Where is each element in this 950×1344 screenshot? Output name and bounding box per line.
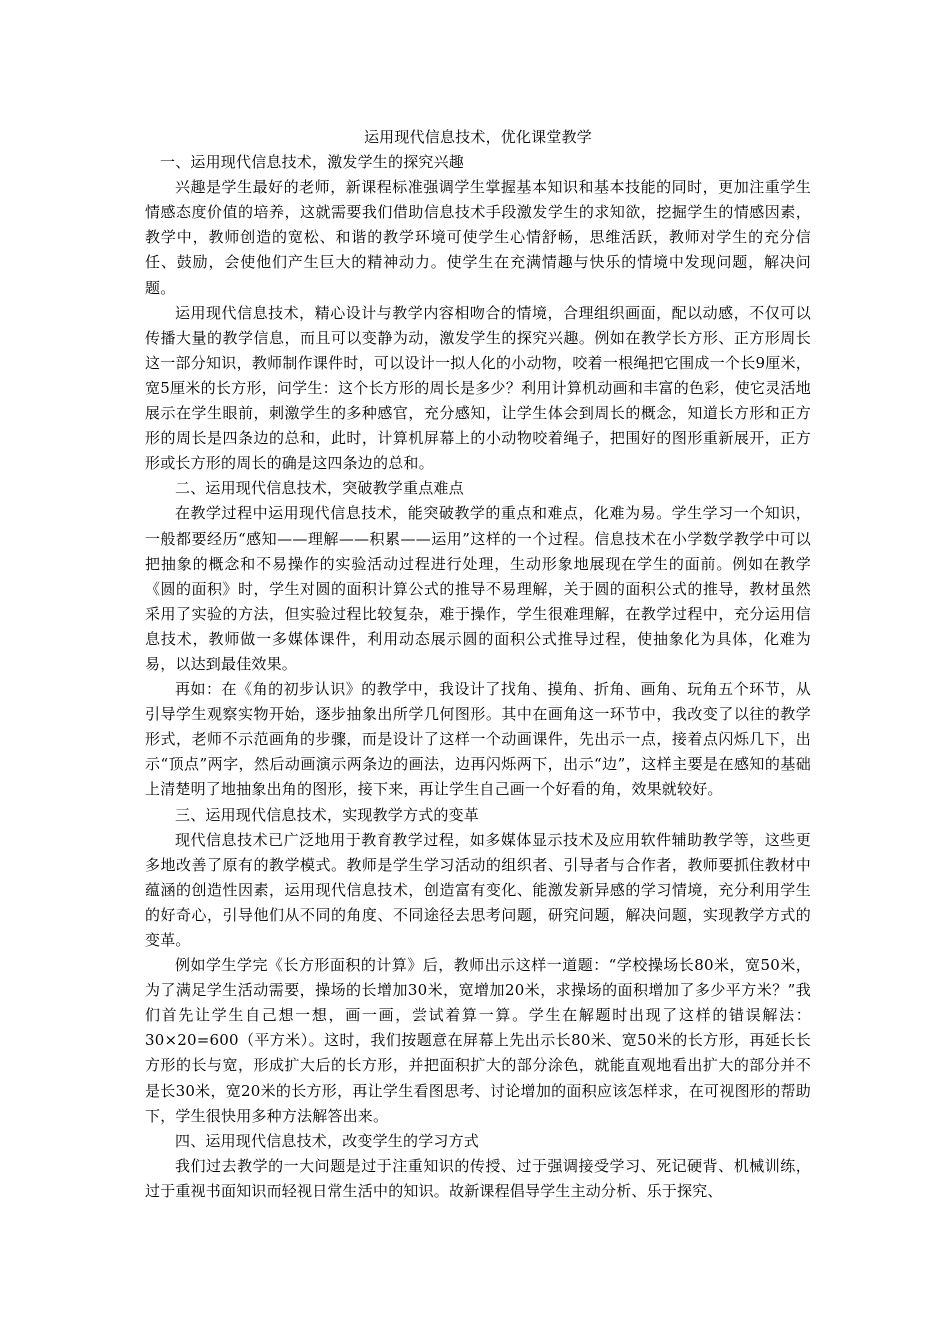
section-heading: 三、运用现代信息技术，实现教学方式的变革 xyxy=(175,805,480,824)
section-2 xyxy=(145,476,811,802)
paragraph: 运用现代信息技术，精心设计与教学内容相吻合的情境，合理组织画面，配以动感，不仅可以传播大量的教学信息，而且可以变静为动，激发学生的探究兴趣。例如在教学长方形、正方形周长这一部分知识，教师制作课件时，可以设计一拟人化的小动物，咬着一根绳把它围成一个长9厘米，宽5厘米的长方形，问学生：这个长方形的周长是多少？利用计算机动画和丰富的色彩，使它灵活地展示在学生眼前，刺激学生的多种感官，充分感知，让学生体会到周长的概念，知道长方形和正方形的周长是四条边的总和，此时，计算机屏幕上的小动物咬着绳子，把围好的图形重新展开，正方形或长方形的周长的确是这四条边的总和。 xyxy=(145,303,811,473)
paragraph: 在教学过程中运用现代信息技术，能突破教学的重点和难点，化难为易。学生学习一个知识，一般都要经历“感知——理解——积累——运用”这样的一个过程。信息技术在小学数学教学中可以把抽象的概念和不易操作的实验活动过程进行处理，生动形象地展现在学生的面前。例如在教学《圆的面积》时，学生对圆的面积计算公式的推导不易理解，关于圆的面积公式的推导，教材虽然采用了实验的方法，但实验过程比较复杂，难于操作，学生很难理解，在教学过程中，充分运用信息技术，教师做一多媒体课件，利用动态展示圆的面积公式推导过程，使抽象化为具体，化难为易，以达到最佳效果。 xyxy=(145,504,811,673)
paragraph: 兴趣是学生最好的老师，新课程标准强调学生掌握基本知识和基本技能的同时，更加注重学生情感态度价值的培养，这就需要我们借助信息技术手段激发学生的求知欲，挖掘学生的情感因素，教学中，教师创造的宽松、和谐的教学环境可使学生心情舒畅，思维活跃，教师对学生的充分信任、鼓励，会使他们产生巨大的精神动力。使学生在充满情趣与快乐的情境中发现问题，解决问题。 xyxy=(145,178,811,297)
section-3 xyxy=(145,803,811,1129)
document-title: 运用现代信息技术，优化课堂教学 xyxy=(363,128,592,146)
section-heading: 一、运用现代信息技术，激发学生的探究兴趣 xyxy=(160,153,465,172)
section-1 xyxy=(145,150,811,476)
section-heading: 四、运用现代信息技术，改变学生的学习方式 xyxy=(175,1131,480,1150)
section-4 xyxy=(145,1129,811,1204)
paragraph: 我们过去教学的一大问题是过于注重知识的传授、过于强调接受学习、死记硬背、机械训练，过于重视书面知识而轻视日常生活中的知识。故新课程倡导学生主动分析、乐于探究、 xyxy=(145,1156,811,1200)
paragraph: 例如学生学完《长方形面积的计算》后，教师出示这样一道题：“学校操场长80米，宽50米，为了满足学生活动需要，操场的长增加30米，宽增加20米，求操场的面积增加了多少平方米？”我们首先让学生自己想一想，画一画，尝试着算一算。学生在解题时出现了这样的错误解法：30×20=600（平方米）。这时，我们按题意在屏幕上先出示长80米、宽50米的长方形，再延长长方形的长与宽，形成扩大后的长方形，并把面积扩大的部分涂色，就能直观地看出扩大的部分并不是长30米，宽20米的长方形，再让学生看图思考、讨论增加的面积应该怎样求，在可视图形的帮助下，学生很快用多种方法解答出来。 xyxy=(145,956,811,1125)
paragraph: 再如：在《角的初步认识》的教学中，我设计了找角、摸角、折角、画角、玩角五个环节，从引导学生观察实物开始，逐步抽象出所学几何图形。其中在画角这一环节中，我改变了以往的教学形式，老师不示范画角的步骤，而是设计了这样一个动画课件，先出示一点，接着点闪烁几下，出示“顶点”两字，然后动画演示两条边的画法，边再闪烁两下，出示“边”，这样主要是在感知的基础上清楚明了地抽象出角的图形，接下来，再让学生自己画一个好看的角，效果就较好。 xyxy=(145,680,811,799)
document-body xyxy=(145,125,811,1204)
paragraph: 现代信息技术已广泛地用于教育教学过程，如多媒体显示技术及应用软件辅助教学等，这些更多地改善了原有的教学模式。教师是学生学习活动的组织者、引导者与合作者，教师要抓住教材中蕴涵的创造性因素，运用现代信息技术，创造富有变化、能激发新异感的学习情境，充分利用学生的好奇心，引导他们从不同的角度、不同途径去思考问题，研究问题，解决问题，实现教学方式的变革。 xyxy=(145,830,811,949)
section-heading: 二、运用现代信息技术，突破教学重点难点 xyxy=(175,479,464,498)
